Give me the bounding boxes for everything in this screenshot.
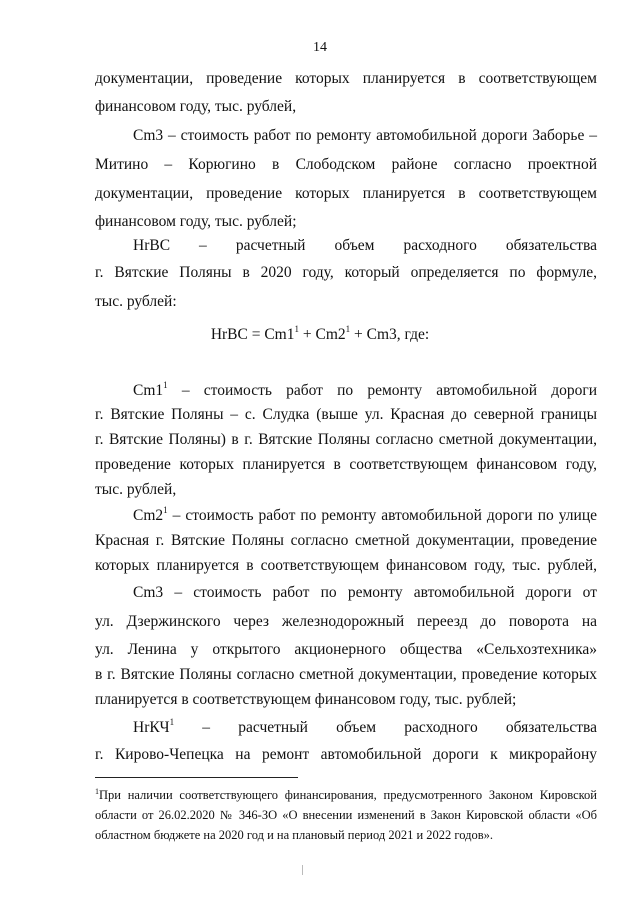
text-line: ул. Дзержинского через железнодорожный переезд до поворота на — [95, 613, 597, 630]
text-line: г. Кирово-Чепецка на ремонт автомобильной дороги к микрорайону — [95, 746, 597, 763]
text-line: финансовом году, тыс. рублей; — [95, 213, 297, 230]
footnote-mark: 1 — [95, 787, 99, 796]
variable-name: HrКЧ — [133, 719, 170, 736]
formula-part: HrВС = Cm1 — [210, 326, 295, 343]
text-line: финансовом году, тыс. рублей, — [95, 98, 297, 115]
formula — [0, 325, 640, 345]
text-line-content: – стоимость работ по ремонту автомобильной дороги по улице — [167, 507, 597, 524]
text-line — [133, 506, 597, 526]
text-line: проведение которых планируется в соответствующем финансовом году, — [95, 456, 597, 473]
formula-part: + Cm3, где: — [350, 326, 430, 343]
text-line-content: – расчетный объем расходного обязательства — [174, 719, 597, 736]
formula-superscript: 1 — [294, 324, 299, 334]
text-line: тыс. рублей, — [95, 481, 177, 498]
variable-name: Cm2 — [133, 507, 164, 524]
text-line: ул. Ленина у открытого акционерного общества «Сельхозтехника» — [95, 641, 597, 658]
text-line: г. Вятские Поляны) в г. Вятские Поляны согласно сметной документации, — [95, 431, 597, 448]
text-line-content: – стоимость работ по ремонту автомобильной дороги — [167, 382, 597, 399]
superscript: 1 — [169, 717, 175, 727]
text-line: Красная г. Вятские Поляны согласно сметной документации, проведение — [95, 532, 597, 549]
text-line — [133, 381, 597, 401]
text-line: тыс. рублей: — [95, 293, 177, 310]
page-number: 14 — [313, 40, 327, 55]
superscript: 1 — [163, 505, 168, 515]
footnote-text: При наличии соответствующего финансирования, предусмотренного Законом Кировской — [99, 788, 597, 802]
text-line: HrВС – расчетный объем расходного обязательства — [133, 237, 597, 254]
footnote-line — [95, 787, 597, 803]
footnote-text: области от 26.02.2020 № 346-ЗО «О внесении изменений в Закон Кировской области «Об — [95, 808, 597, 822]
variable-name: Cm1 — [133, 382, 164, 399]
text-line: документации, проведение которых планируется в соответствующем — [95, 70, 597, 87]
text-line: г. Вятские Поляны в 2020 году, который определяется по формуле, — [95, 264, 597, 281]
formula-part: + Cm2 — [298, 326, 346, 343]
formula-superscript: 1 — [345, 324, 351, 334]
footnote-line — [95, 827, 597, 843]
text-line: г. Вятские Поляны – с. Слудка (выше ул. Красная до северной границы — [95, 406, 597, 423]
footnote-line — [95, 807, 597, 823]
text-line — [133, 718, 597, 738]
text-line: в г. Вятские Поляны согласно сметной документации, проведение которых — [95, 666, 597, 683]
text-line: Cm3 – стоимость работ по ремонту автомобильной дороги от — [133, 584, 597, 601]
text-line: планируется в соответствующем финансовом году, тыс. рублей; — [95, 691, 517, 708]
text-line: которых планируется в соответствующем финансовом году, тыс. рублей, — [95, 557, 597, 574]
scan-artifact — [302, 865, 303, 875]
text-line: Cm3 – стоимость работ по ремонту автомобильной дороги Заборье – — [133, 127, 597, 144]
text-line: Митино – Корюгино в Слободском районе согласно проектной — [95, 156, 597, 173]
footnote-text: областном бюджете на 2020 год и на плановый период 2021 и 2022 годов». — [95, 828, 494, 842]
superscript: 1 — [163, 380, 168, 390]
footnote-separator — [95, 777, 298, 778]
text-line: документации, проведение которых планируется в соответствующем — [95, 185, 597, 202]
